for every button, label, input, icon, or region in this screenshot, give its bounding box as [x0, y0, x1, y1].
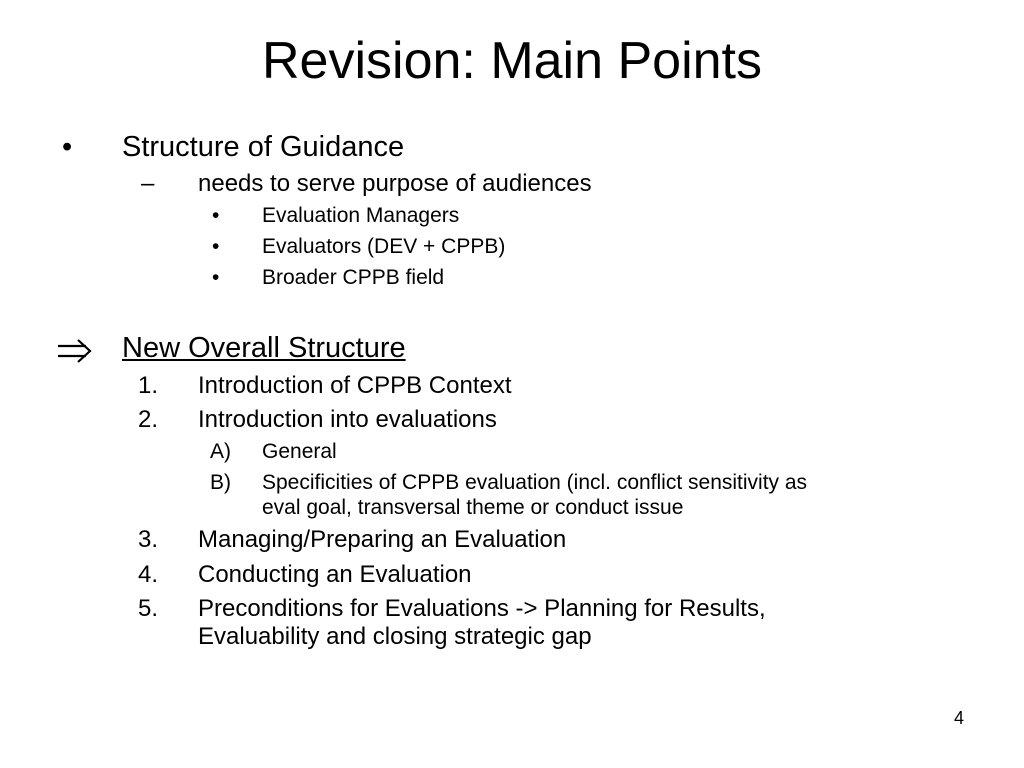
structure-item-text-line1: Preconditions for Evaluations -> Planning for Results,: [198, 595, 766, 622]
audience-item-text: Evaluators (DEV + CPPB): [262, 235, 506, 258]
section-heading: Structure of Guidance: [122, 131, 405, 163]
bullet-marker: •: [62, 131, 73, 163]
number-marker: 2.: [138, 406, 159, 433]
structure-item-text: Managing/Preparing an Evaluation: [198, 526, 567, 553]
implies-arrow-icon: [56, 338, 96, 364]
number-marker: 3.: [138, 526, 159, 553]
sub-point-text: needs to serve purpose of audiences: [198, 170, 592, 197]
structure-subitem-text-line2: eval goal, transversal theme or conduct issue: [262, 496, 684, 519]
structure-item-text: Introduction into evaluations: [198, 406, 497, 433]
structure-item-text: Introduction of CPPB Context: [198, 372, 512, 399]
number-marker: 4.: [138, 561, 159, 588]
slide-title: Revision: Main Points: [262, 32, 762, 90]
structure-item-text-line2: Evaluability and closing strategic gap: [198, 623, 592, 650]
number-marker: 1.: [138, 372, 159, 399]
bullet-marker: •: [212, 235, 220, 258]
structure-subitem-text-line1: Specificities of CPPB evaluation (incl. conflict sensitivity as: [262, 471, 808, 494]
bullet-marker: •: [212, 204, 220, 227]
dash-marker: –: [141, 170, 155, 197]
bullet-marker: •: [212, 266, 220, 289]
letter-marker: A): [210, 440, 231, 463]
letter-marker: B): [210, 471, 231, 494]
audience-item-text: Evaluation Managers: [262, 204, 460, 227]
section-heading: New Overall Structure: [122, 332, 406, 364]
number-marker: 5.: [138, 595, 159, 622]
audience-item-text: Broader CPPB field: [262, 266, 445, 289]
structure-item-text: Conducting an Evaluation: [198, 561, 472, 588]
page-number: 4: [953, 708, 964, 728]
structure-subitem-text: General: [262, 440, 337, 463]
